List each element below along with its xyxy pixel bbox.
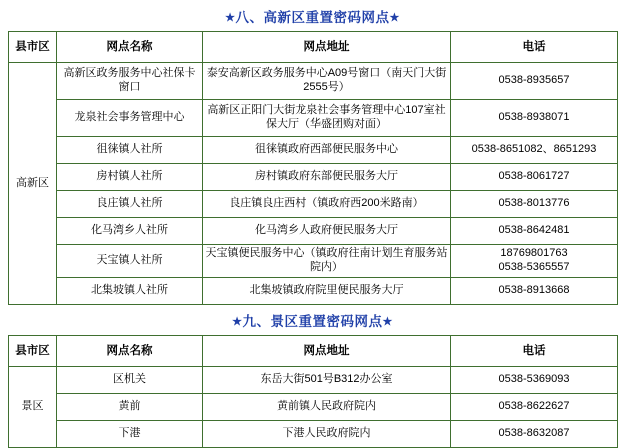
section-title-2 (8, 305, 617, 335)
table-scenic-area (8, 335, 618, 448)
column-header-phone: 电话 (451, 32, 618, 63)
table-row (9, 100, 618, 137)
branch-name: 天宝镇人社所 (57, 245, 203, 278)
section-title-1-text: 八、高新区重置密码网点 (235, 10, 390, 25)
column-header-region: 县市区 (9, 32, 57, 63)
branch-phone: 0538-8642481 (451, 218, 618, 245)
column-header-phone: 电话 (451, 335, 618, 366)
star-icon-left: ★ (232, 315, 243, 328)
table-header-row (9, 32, 618, 63)
branch-name: 良庄镇人社所 (57, 191, 203, 218)
branch-address: 北集坡镇政府院里便民服务大厅 (203, 277, 451, 304)
branch-name: 下港 (57, 420, 203, 447)
column-header-address: 网点地址 (203, 32, 451, 63)
branch-address: 化马湾乡人政府便民服务大厅 (203, 218, 451, 245)
region-cell: 景区 (9, 366, 57, 447)
branch-name: 黄前 (57, 393, 203, 420)
section-title-1 (8, 6, 617, 31)
table-row (9, 63, 618, 100)
column-header-name: 网点名称 (57, 32, 203, 63)
table-row (9, 164, 618, 191)
table-row (9, 366, 618, 393)
branch-phone: 0538-8935657 (451, 63, 618, 100)
table-header-row (9, 335, 618, 366)
table-row (9, 277, 618, 304)
table-row (9, 393, 618, 420)
branch-name: 北集坡镇人社所 (57, 277, 203, 304)
branch-phone: 0538-8632087 (451, 420, 618, 447)
branch-name: 化马湾乡人社所 (57, 218, 203, 245)
table-highnew-district (8, 31, 618, 305)
column-header-region: 县市区 (9, 335, 57, 366)
branch-phone: 18769801763 0538-5365557 (451, 245, 618, 278)
star-icon-right: ★ (389, 12, 400, 24)
branch-phone: 0538-5369093 (451, 366, 618, 393)
branch-phone: 0538-8913668 (451, 277, 618, 304)
branch-address: 下港人民政府院内 (203, 420, 451, 447)
table-row (9, 420, 618, 447)
table-row (9, 245, 618, 278)
branch-name: 徂徕镇人社所 (57, 137, 203, 164)
column-header-name: 网点名称 (57, 335, 203, 366)
branch-phone: 0538-8938071 (451, 100, 618, 137)
branch-address: 徂徕镇政府西部便民服务中心 (203, 137, 451, 164)
branch-address: 泰安高新区政务服务中心A09号窗口（南天门大街2555号） (203, 63, 451, 100)
branch-phone: 0538-8061727 (451, 164, 618, 191)
column-header-address: 网点地址 (203, 335, 451, 366)
branch-address: 黄前镇人民政府院内 (203, 393, 451, 420)
branch-address: 天宝镇便民服务中心（镇政府往南计划生育服务站院内） (203, 245, 451, 278)
star-icon-left: ★ (225, 12, 236, 24)
table-row (9, 218, 618, 245)
region-cell: 高新区 (9, 63, 57, 305)
table-row (9, 191, 618, 218)
branch-name: 区机关 (57, 366, 203, 393)
table-row (9, 137, 618, 164)
branch-address: 良庄镇良庄西村（镇政府西200米路南） (203, 191, 451, 218)
branch-address: 东岳大街501号B312办公室 (203, 366, 451, 393)
branch-name: 房村镇人社所 (57, 164, 203, 191)
branch-name: 高新区政务服务中心社保卡窗口 (57, 63, 203, 100)
star-icon-right: ★ (382, 315, 393, 328)
section-title-2-text: 九、景区重置密码网点 (242, 313, 383, 329)
branch-phone: 0538-8651082、8651293 (451, 137, 618, 164)
branch-address: 高新区正阳门大街龙泉社会事务管理中心107室社保大厅（华盛团购对面） (203, 100, 451, 137)
branch-address: 房村镇政府东部便民服务大厅 (203, 164, 451, 191)
branch-phone: 0538-8622627 (451, 393, 618, 420)
branch-name: 龙泉社会事务管理中心 (57, 100, 203, 137)
branch-phone: 0538-8013776 (451, 191, 618, 218)
